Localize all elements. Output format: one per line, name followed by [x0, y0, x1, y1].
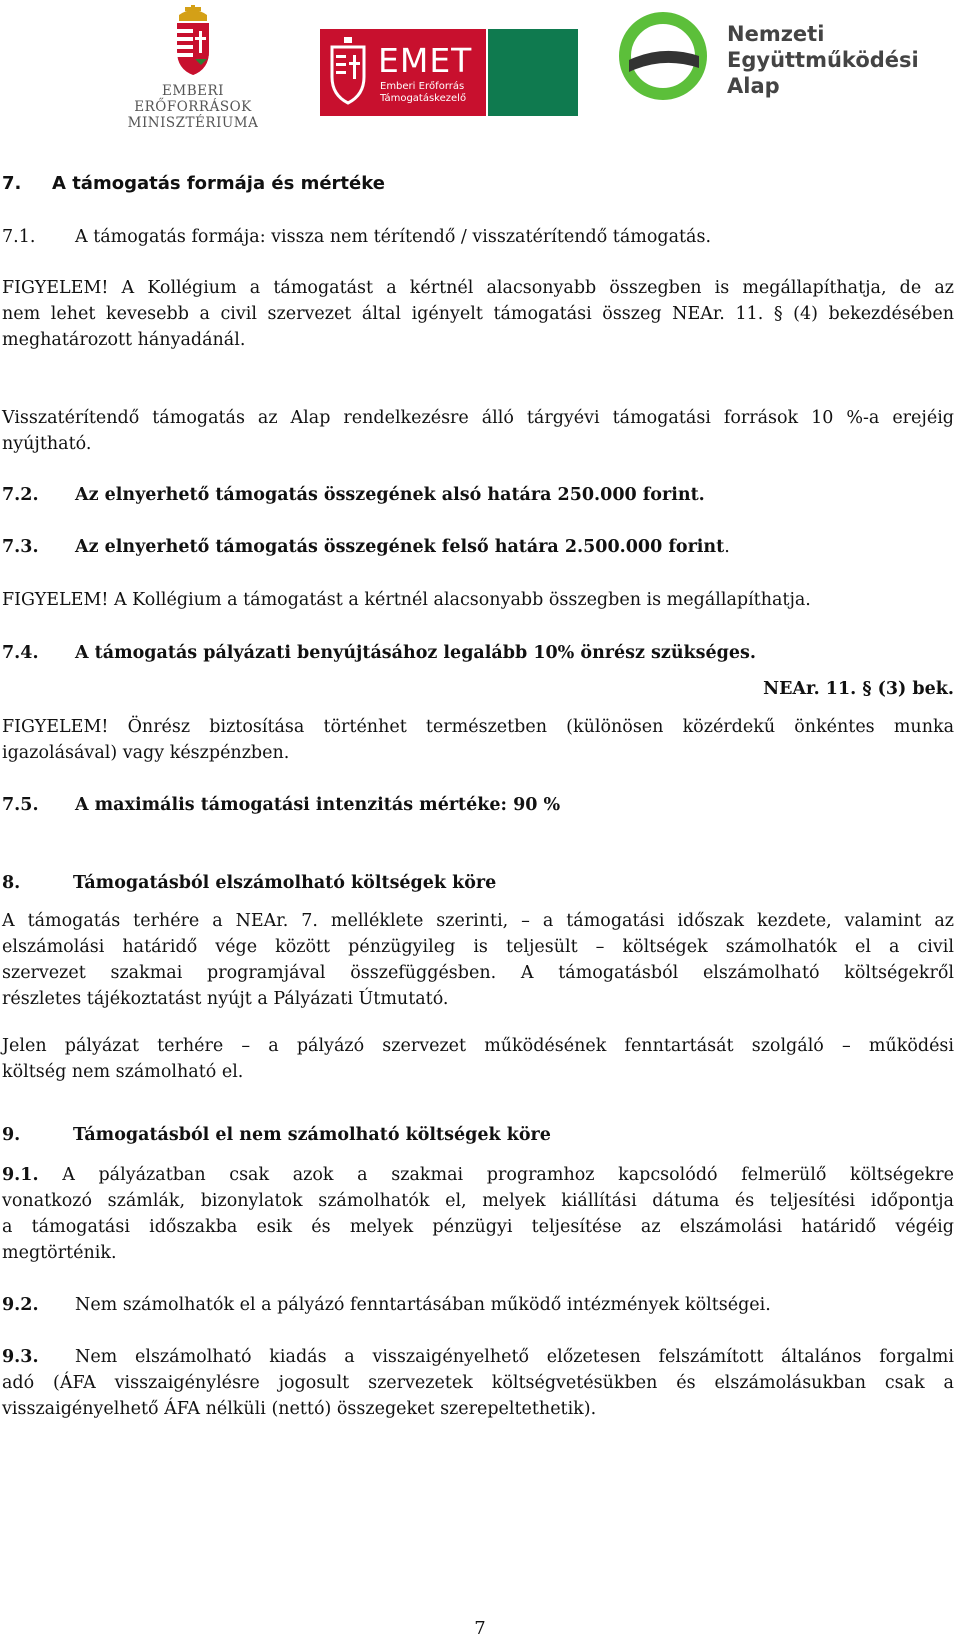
section-9-2: 9.2. Nem számolhatók el a pályázó fenntartásában működő intézmények költségei.	[2, 1295, 771, 1315]
warning-3-line2: igazolásával) vagy készpénzben.	[2, 743, 290, 763]
emmi-logo	[108, 5, 278, 131]
section-7-2: 7.2. Az elnyerhető támogatás összegének alsó határa 250.000 forint.	[2, 485, 705, 505]
section-8-p2-line1: Jelen pályázat terhére – a pályázó szervezet működésének fenntartását szolgáló – működési	[2, 1036, 954, 1056]
coat-of-arms-icon	[171, 5, 215, 77]
nea-line1: Nemzeti	[727, 22, 825, 46]
section-9-heading: 9. Támogatásból el nem számolható költségek köre	[2, 1125, 551, 1145]
section-9-1-line1: 9.1. A pályázatban csak azok a szakmai programhoz kapcsolódó felmerülő költségekre	[2, 1165, 954, 1185]
page-number: 7	[474, 1618, 486, 1639]
emet-sub2: Támogatáskezelő	[380, 93, 467, 104]
section-7-5: 7.5. A maximális támogatási intenzitás mértéke: 90 %	[2, 795, 561, 815]
refund-line1: Visszatérítendő támogatás az Alap rendelkezésre álló tárgyévi támogatási források 10 %-a erejéig	[2, 408, 954, 428]
section-7-heading: 7. A támogatás formája és mértéke	[2, 173, 385, 194]
section-7-4: 7.4. A támogatás pályázati benyújtásához legalább 10% önrész szükséges.	[2, 643, 756, 663]
emmi-line1: EMBERI ERŐFORRÁSOK	[134, 83, 252, 115]
section-8-p1-line1: A támogatás terhére a NEAr. 7. melléklete szerinti, – a támogatási időszak kezdete, valamint az	[2, 911, 954, 931]
section-8-p1-line4: részletes tájékoztatást nyújt a Pályázati Útmutató.	[2, 989, 449, 1009]
emet-logo	[320, 29, 578, 116]
section-8-p2-line2: költség nem számolható el.	[2, 1062, 244, 1082]
section-8-heading: 8. Támogatásból elszámolható költségek köre	[2, 873, 497, 893]
section-8-p1-line3: szervezet szakmai programjával összefüggésben. A támogatásból elszámolható költségekről	[2, 963, 954, 983]
emmi-line2: MINISZTÉRIUMA	[127, 115, 259, 131]
refund-line2: nyújtható.	[2, 434, 92, 454]
warning-3-line1: FIGYELEM! Önrész biztosítása történhet természetben (különösen közérdekű önkéntes munka	[2, 717, 954, 737]
section-9-3-line2: adó (ÁFA visszaigénylésre jogosult szervezetek költségvetésükben és elszámolásukban csak a	[2, 1373, 954, 1393]
emet-crest-icon	[328, 37, 368, 107]
nea-line3: Alap	[727, 74, 780, 98]
warning-label: FIGYELEM!	[2, 278, 109, 298]
nea-ring-icon	[615, 8, 711, 104]
nea-line2: Együttműködési	[727, 48, 919, 72]
section-8-p1-line2: elszámolási határidő vége között pénzügyileg is teljesült – költségek számolhatók el a civil	[2, 937, 954, 957]
warning-1-line2: nem lehet kevesebb a civil szervezet által igényelt támogatási összeg NEAr. 11. § (4) bekezdésében	[2, 304, 954, 324]
emet-title: EMET	[378, 41, 473, 80]
section-9-1-line3: a támogatási időszakba esik és melyek pénzügyi teljesítése az elszámolási határidő végéig	[2, 1217, 954, 1237]
section-9-1-line4: megtörténik.	[2, 1243, 117, 1263]
emet-sub1: Emberi Erőforrás	[380, 81, 465, 92]
warning-1-line3: meghatározott hányadánál.	[2, 330, 246, 350]
warning-1-line1: FIGYELEM! A Kollégium a támogatást a kértnél alacsonyabb összegben is megállapíthatja, de az	[2, 278, 954, 298]
nea-logo	[615, 8, 935, 108]
section-7-1: 7.1. A támogatás formája: vissza nem térítendő / visszatérítendő támogatás.	[2, 227, 712, 247]
section-9-3-line3: visszaigényelhető ÁFA nélküli (nettó) összegeket szerepeltethetik).	[2, 1399, 597, 1419]
section-7-4-reference: NEAr. 11. § (3) bek.	[763, 679, 954, 699]
header-logos	[0, 0, 960, 131]
section-7-3: 7.3. Az elnyerhető támogatás összegének felső határa 2.500.000 forint.	[2, 537, 730, 557]
section-9-3-line1: 9.3. Nem elszámolható kiadás a visszaigényelhető előzetesen felszámított általános forgalmi	[2, 1347, 954, 1367]
warning-label: FIGYELEM!	[2, 717, 109, 737]
section-9-1-line2: vonatkozó számlák, bizonylatok számolhatók el, melyek kiállítási dátuma és teljesítési időpontja	[2, 1191, 954, 1211]
warning-label: FIGYELEM!	[2, 590, 109, 610]
warning-2: FIGYELEM! A Kollégium a támogatást a kértnél alacsonyabb összegben is megállapíthatja.	[2, 590, 811, 610]
